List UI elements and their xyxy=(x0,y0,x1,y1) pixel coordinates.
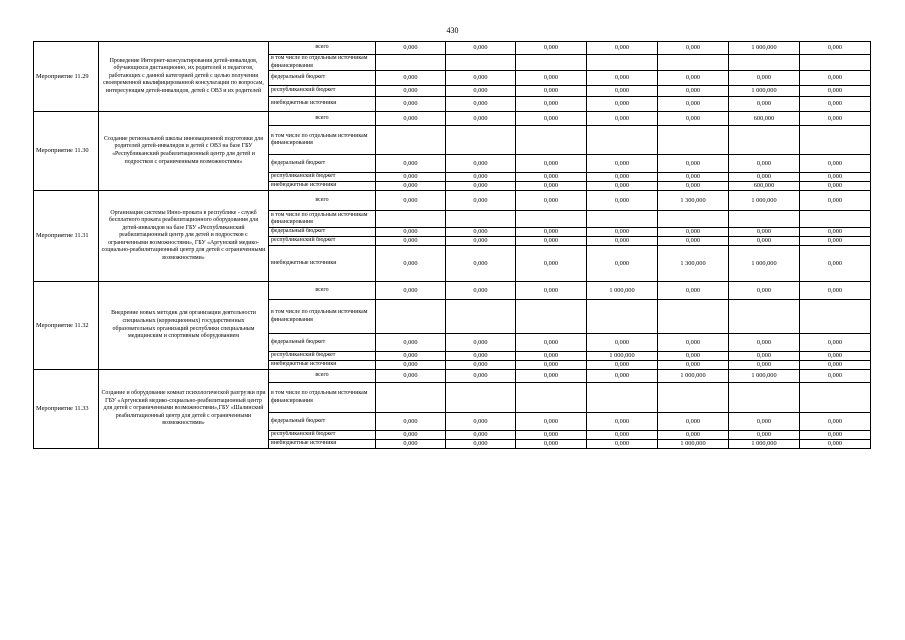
amount-cell: 0,000 xyxy=(729,352,800,361)
amount-cell xyxy=(800,383,871,413)
amount-cell xyxy=(376,55,446,71)
funding-source: внебюджетные источники xyxy=(269,440,376,449)
amount-cell: 0,000 xyxy=(516,334,587,352)
amount-cell xyxy=(516,55,587,71)
funding-source: всего xyxy=(269,42,376,55)
amount-cell: 0,000 xyxy=(658,237,729,246)
amount-cell xyxy=(658,383,729,413)
amount-cell: 0,000 xyxy=(516,182,587,191)
amount-cell: 0,000 xyxy=(516,246,587,282)
amount-cell: 0,000 xyxy=(587,191,658,211)
funding-source: внебюджетные источники xyxy=(269,246,376,282)
amount-cell: 0,000 xyxy=(376,191,446,211)
amount-cell xyxy=(658,126,729,155)
amount-cell: 0,000 xyxy=(516,370,587,383)
table-row xyxy=(34,191,871,211)
amount-cell: 0,000 xyxy=(587,370,658,383)
amount-cell xyxy=(516,126,587,155)
amount-cell: 0,000 xyxy=(446,282,516,300)
amount-cell: 0,000 xyxy=(658,228,729,237)
amount-cell: 0,000 xyxy=(516,155,587,173)
funding-source: федеральный бюджет xyxy=(269,334,376,352)
amount-cell: 0,000 xyxy=(516,352,587,361)
funding-source: федеральный бюджет xyxy=(269,71,376,86)
amount-cell xyxy=(800,55,871,71)
table-row xyxy=(34,42,871,55)
funding-source: всего xyxy=(269,191,376,211)
amount-cell: 0,000 xyxy=(587,71,658,86)
amount-cell: 0,000 xyxy=(516,228,587,237)
amount-cell: 0,000 xyxy=(729,228,800,237)
amount-cell: 0,000 xyxy=(446,237,516,246)
amount-cell: 0,000 xyxy=(376,370,446,383)
activity-description: Создание и оборудование комнат психологической разгрузки при ГБУ «Аргунский медико-социально-реабилитационный центр для детей с ограниченными возможностями»,ГБУ «Шалинский реабилитационный центр для детей с ограниченными возможностями» xyxy=(99,370,269,449)
funding-source: федеральный бюджет xyxy=(269,228,376,237)
amount-cell: 0,000 xyxy=(516,440,587,449)
amount-cell: 0,000 xyxy=(587,440,658,449)
amount-cell: 0,000 xyxy=(800,431,871,440)
amount-cell: 0,000 xyxy=(729,237,800,246)
amount-cell: 0,000 xyxy=(376,440,446,449)
amount-cell: 0,000 xyxy=(446,71,516,86)
amount-cell: 0,000 xyxy=(587,155,658,173)
amount-cell: 0,000 xyxy=(446,413,516,431)
amount-cell xyxy=(587,300,658,334)
amount-cell: 1 300,000 xyxy=(658,246,729,282)
amount-cell: 0,000 xyxy=(516,237,587,246)
activity-description: Внедрение новых методик для организации деятельности специальных (коррекционных) государственных образовательных организаций республики специальным медицинским и спортивным оборудованием xyxy=(99,282,269,370)
amount-cell xyxy=(376,383,446,413)
amount-cell: 0,000 xyxy=(587,112,658,126)
amount-cell: 0,000 xyxy=(446,42,516,55)
amount-cell xyxy=(587,55,658,71)
funding-source: в том числе по отдельным источникам финансирования xyxy=(269,55,376,71)
amount-cell: 0,000 xyxy=(800,228,871,237)
amount-cell: 0,000 xyxy=(658,361,729,370)
amount-cell xyxy=(658,55,729,71)
activity-name: Мероприятие 11.30 xyxy=(34,112,99,191)
amount-cell xyxy=(800,126,871,155)
amount-cell: 0,000 xyxy=(516,413,587,431)
amount-cell: 600,000 xyxy=(729,112,800,126)
amount-cell xyxy=(587,383,658,413)
funding-source: внебюджетные источники xyxy=(269,182,376,191)
amount-cell: 0,000 xyxy=(729,155,800,173)
amount-cell: 0,000 xyxy=(729,282,800,300)
amount-cell: 0,000 xyxy=(587,42,658,55)
amount-cell: 0,000 xyxy=(376,97,446,112)
amount-cell: 0,000 xyxy=(658,334,729,352)
amount-cell: 1 000,000 xyxy=(729,246,800,282)
amount-cell: 0,000 xyxy=(376,155,446,173)
amount-cell: 0,000 xyxy=(800,352,871,361)
amount-cell: 0,000 xyxy=(800,86,871,97)
amount-cell: 0,000 xyxy=(800,440,871,449)
amount-cell: 0,000 xyxy=(800,173,871,182)
amount-cell: 0,000 xyxy=(729,97,800,112)
amount-cell: 0,000 xyxy=(446,173,516,182)
amount-cell: 0,000 xyxy=(376,237,446,246)
activity-name: Мероприятие 11.32 xyxy=(34,282,99,370)
activity-description: Создание региональной школы инновационной подготовки для родителей детей-инвалидов и детей с ОВЗ на базе ГБУ «Республиканский реабилитационный центр для детей и подростков с ограниченными возможностями» xyxy=(99,112,269,191)
amount-cell: 0,000 xyxy=(516,282,587,300)
amount-cell: 0,000 xyxy=(446,228,516,237)
amount-cell: 0,000 xyxy=(729,413,800,431)
amount-cell: 0,000 xyxy=(587,173,658,182)
amount-cell: 0,000 xyxy=(446,191,516,211)
amount-cell: 0,000 xyxy=(446,246,516,282)
amount-cell xyxy=(800,211,871,228)
amount-cell: 1 000,000 xyxy=(587,282,658,300)
amount-cell xyxy=(376,300,446,334)
amount-cell: 0,000 xyxy=(587,228,658,237)
amount-cell xyxy=(446,126,516,155)
amount-cell: 0,000 xyxy=(376,86,446,97)
amount-cell: 0,000 xyxy=(587,86,658,97)
amount-cell: 0,000 xyxy=(516,191,587,211)
table-row xyxy=(34,112,871,126)
page-number: 430 xyxy=(446,26,459,35)
funding-source: республиканский бюджет xyxy=(269,86,376,97)
amount-cell: 0,000 xyxy=(658,97,729,112)
funding-source: республиканский бюджет xyxy=(269,173,376,182)
amount-cell: 0,000 xyxy=(587,246,658,282)
funding-source: внебюджетные источники xyxy=(269,361,376,370)
amount-cell: 0,000 xyxy=(376,431,446,440)
amount-cell xyxy=(516,300,587,334)
amount-cell: 0,000 xyxy=(729,71,800,86)
amount-cell xyxy=(376,211,446,228)
amount-cell xyxy=(729,211,800,228)
amount-cell: 0,000 xyxy=(658,431,729,440)
amount-cell: 0,000 xyxy=(376,246,446,282)
amount-cell: 1 000,000 xyxy=(587,352,658,361)
amount-cell: 0,000 xyxy=(800,112,871,126)
amount-cell: 0,000 xyxy=(800,191,871,211)
amount-cell xyxy=(729,383,800,413)
amount-cell: 0,000 xyxy=(800,182,871,191)
amount-cell: 0,000 xyxy=(376,352,446,361)
funding-source: внебюджетные источники xyxy=(269,97,376,112)
amount-cell: 0,000 xyxy=(516,431,587,440)
amount-cell: 0,000 xyxy=(587,334,658,352)
table-row xyxy=(34,370,871,383)
amount-cell: 0,000 xyxy=(800,334,871,352)
amount-cell: 0,000 xyxy=(516,42,587,55)
amount-cell: 0,000 xyxy=(800,155,871,173)
funding-source: всего xyxy=(269,112,376,126)
financing-table xyxy=(33,41,871,449)
funding-source: всего xyxy=(269,370,376,383)
amount-cell: 0,000 xyxy=(800,71,871,86)
amount-cell xyxy=(587,126,658,155)
amount-cell: 0,000 xyxy=(729,173,800,182)
amount-cell: 0,000 xyxy=(446,155,516,173)
funding-source: всего xyxy=(269,282,376,300)
amount-cell: 1 000,000 xyxy=(729,86,800,97)
amount-cell: 0,000 xyxy=(376,173,446,182)
amount-cell: 0,000 xyxy=(587,413,658,431)
amount-cell: 0,000 xyxy=(800,282,871,300)
amount-cell: 0,000 xyxy=(800,246,871,282)
amount-cell: 0,000 xyxy=(516,86,587,97)
funding-source: в том числе по отдельным источникам финансирования xyxy=(269,126,376,155)
amount-cell: 1 000,000 xyxy=(729,42,800,55)
activity-name: Мероприятие 11.29 xyxy=(34,42,99,112)
amount-cell: 0,000 xyxy=(658,182,729,191)
funding-source: республиканский бюджет xyxy=(269,237,376,246)
activity-description: Проведение Интернет-консультирования детей-инвалидов, обучающихся дистанционно, их родителей и педагогов, работающих с данной категорией детей с целью получения своевременной квалифицированной консультации по вопросам, интересующим детей-инвалидов, детей с ОВЗ и их родителей xyxy=(99,42,269,112)
amount-cell: 0,000 xyxy=(376,182,446,191)
amount-cell xyxy=(446,55,516,71)
amount-cell: 0,000 xyxy=(658,413,729,431)
amount-cell: 0,000 xyxy=(516,97,587,112)
amount-cell: 0,000 xyxy=(446,97,516,112)
amount-cell: 0,000 xyxy=(658,112,729,126)
amount-cell: 600,000 xyxy=(729,182,800,191)
funding-source: в том числе по отдельным источникам финансирования xyxy=(269,211,376,228)
amount-cell: 0,000 xyxy=(376,71,446,86)
amount-cell: 0,000 xyxy=(658,42,729,55)
amount-cell: 0,000 xyxy=(800,370,871,383)
amount-cell: 0,000 xyxy=(800,42,871,55)
amount-cell: 0,000 xyxy=(446,440,516,449)
amount-cell: 0,000 xyxy=(729,431,800,440)
funding-source: республиканский бюджет xyxy=(269,431,376,440)
amount-cell: 1 300,000 xyxy=(658,191,729,211)
funding-source: в том числе по отдельным источникам финансирования xyxy=(269,383,376,413)
amount-cell: 0,000 xyxy=(446,431,516,440)
amount-cell: 0,000 xyxy=(658,155,729,173)
amount-cell xyxy=(446,300,516,334)
amount-cell: 0,000 xyxy=(587,431,658,440)
amount-cell: 0,000 xyxy=(376,413,446,431)
funding-source: федеральный бюджет xyxy=(269,413,376,431)
amount-cell: 0,000 xyxy=(658,86,729,97)
funding-source: республиканский бюджет xyxy=(269,352,376,361)
amount-cell xyxy=(516,211,587,228)
amount-cell: 0,000 xyxy=(587,182,658,191)
table-row xyxy=(34,282,871,300)
activity-description: Организация системы Инно-проката в республике - служб бесплатного проката реабилитационного оборудования для детей-инвалидов на базе ГБУ «Республиканский реабилитационный центр для детей и подростков с ограниченными возможностями», ГБУ «Аргунский медико-социально-реабилитационный центр для детей с ограниченными возможностями» xyxy=(99,191,269,282)
amount-cell xyxy=(587,211,658,228)
amount-cell: 1 000,000 xyxy=(729,370,800,383)
amount-cell: 0,000 xyxy=(446,112,516,126)
amount-cell: 1 000,000 xyxy=(729,440,800,449)
amount-cell xyxy=(376,126,446,155)
amount-cell: 0,000 xyxy=(800,361,871,370)
amount-cell: 0,000 xyxy=(729,361,800,370)
amount-cell: 0,000 xyxy=(376,334,446,352)
amount-cell: 0,000 xyxy=(658,71,729,86)
amount-cell xyxy=(729,300,800,334)
amount-cell: 1 000,000 xyxy=(658,440,729,449)
amount-cell: 0,000 xyxy=(376,282,446,300)
amount-cell: 0,000 xyxy=(446,334,516,352)
amount-cell: 1 000,000 xyxy=(729,191,800,211)
amount-cell: 0,000 xyxy=(376,228,446,237)
amount-cell: 0,000 xyxy=(516,173,587,182)
amount-cell: 0,000 xyxy=(376,112,446,126)
amount-cell: 0,000 xyxy=(516,361,587,370)
activity-name: Мероприятие 11.33 xyxy=(34,370,99,449)
amount-cell: 0,000 xyxy=(516,112,587,126)
amount-cell: 0,000 xyxy=(587,237,658,246)
funding-source: федеральный бюджет xyxy=(269,155,376,173)
activity-name: Мероприятие 11.31 xyxy=(34,191,99,282)
amount-cell xyxy=(729,126,800,155)
amount-cell: 0,000 xyxy=(446,86,516,97)
amount-cell xyxy=(729,55,800,71)
amount-cell: 0,000 xyxy=(376,361,446,370)
amount-cell: 0,000 xyxy=(800,237,871,246)
amount-cell: 0,000 xyxy=(587,361,658,370)
amount-cell xyxy=(446,211,516,228)
amount-cell: 0,000 xyxy=(658,173,729,182)
amount-cell xyxy=(446,383,516,413)
funding-source: в том числе по отдельным источникам финансирования xyxy=(269,300,376,334)
amount-cell: 0,000 xyxy=(658,282,729,300)
amount-cell: 0,000 xyxy=(446,352,516,361)
amount-cell: 0,000 xyxy=(800,97,871,112)
amount-cell: 0,000 xyxy=(516,71,587,86)
amount-cell: 0,000 xyxy=(587,97,658,112)
amount-cell: 0,000 xyxy=(800,413,871,431)
amount-cell xyxy=(658,211,729,228)
amount-cell xyxy=(800,300,871,334)
amount-cell: 0,000 xyxy=(446,182,516,191)
amount-cell: 0,000 xyxy=(446,361,516,370)
amount-cell xyxy=(658,300,729,334)
amount-cell: 0,000 xyxy=(729,334,800,352)
amount-cell: 0,000 xyxy=(446,370,516,383)
amount-cell: 0,000 xyxy=(376,42,446,55)
amount-cell: 0,000 xyxy=(658,352,729,361)
amount-cell xyxy=(516,383,587,413)
amount-cell: 1 000,000 xyxy=(658,370,729,383)
